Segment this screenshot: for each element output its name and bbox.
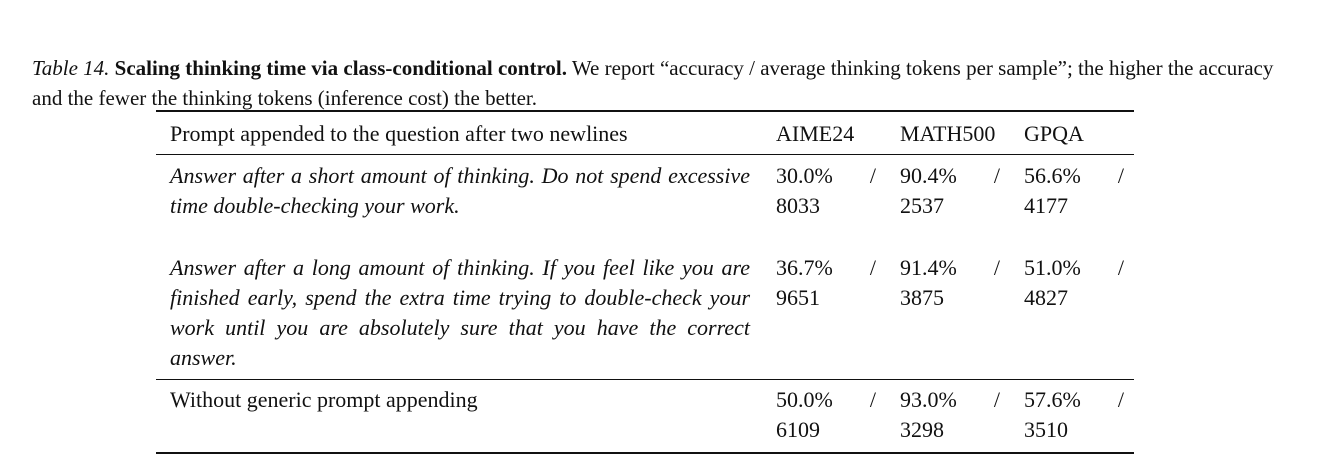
accuracy-value: 57.6%	[1024, 387, 1081, 412]
accuracy-value: 51.0%	[1024, 255, 1081, 280]
header-gpqa: GPQA	[1024, 121, 1084, 146]
slash-separator: /	[993, 255, 1000, 280]
accuracy-value: 50.0%	[776, 387, 833, 412]
slash-separator: /	[993, 163, 1000, 188]
bottom-rule	[156, 452, 1134, 454]
slash-separator: /	[869, 255, 876, 280]
tokens-value: 3875	[900, 285, 944, 310]
aime24-cell	[776, 385, 886, 445]
caption-body: We report “accuracy / average thinking tokens per sample”; the higher the accuracy and the fewer the thinking tokens (inference cost) the better.	[32, 56, 1274, 110]
accuracy-value: 93.0%	[900, 387, 957, 412]
accuracy-value: 30.0%	[776, 163, 833, 188]
slash-separator: /	[1117, 387, 1124, 412]
header-row	[156, 112, 1134, 154]
results-table	[156, 110, 1134, 454]
tokens-value: 9651	[776, 285, 820, 310]
math500-cell	[900, 385, 1010, 445]
tokens-value: 3298	[900, 417, 944, 442]
tokens-value: 4827	[1024, 285, 1068, 310]
tokens-value: 4177	[1024, 193, 1068, 218]
tokens-value: 3510	[1024, 417, 1068, 442]
aime24-cell	[776, 161, 886, 221]
header-aime24: AIME24	[776, 121, 855, 146]
header-math500: MATH500	[900, 121, 996, 146]
caption-label: Table 14.	[32, 56, 110, 80]
math500-cell	[900, 161, 1010, 221]
header-prompt: Prompt appended to the question after two newlines	[170, 121, 628, 146]
tokens-value: 6109	[776, 417, 820, 442]
row-prompt: Answer after a short amount of thinking. Do not spend excessive time double-checking your work.	[170, 163, 750, 218]
math500-cell	[900, 253, 1010, 313]
table-row	[156, 380, 1134, 452]
accuracy-value: 36.7%	[776, 255, 833, 280]
gpqa-cell	[1024, 253, 1134, 313]
slash-separator: /	[1117, 163, 1124, 188]
row-prompt: Answer after a long amount of thinking. If you feel like you are finished early, spend the extra time trying to double-check your work until you are absolutely sure that you have the correct answer.	[170, 255, 750, 370]
tokens-value: 8033	[776, 193, 820, 218]
table-row	[156, 247, 1134, 379]
slash-separator: /	[993, 387, 1000, 412]
accuracy-value: 91.4%	[900, 255, 957, 280]
row-prompt: Without generic prompt appending	[170, 387, 478, 412]
table-row	[156, 155, 1134, 247]
slash-separator: /	[869, 163, 876, 188]
slash-separator: /	[869, 387, 876, 412]
table-caption	[32, 53, 1302, 113]
accuracy-value: 90.4%	[900, 163, 957, 188]
slash-separator: /	[1117, 255, 1124, 280]
accuracy-value: 56.6%	[1024, 163, 1081, 188]
gpqa-cell	[1024, 385, 1134, 445]
aime24-cell	[776, 253, 886, 313]
gpqa-cell	[1024, 161, 1134, 221]
tokens-value: 2537	[900, 193, 944, 218]
caption-heading: Scaling thinking time via class-conditional control.	[114, 56, 567, 80]
